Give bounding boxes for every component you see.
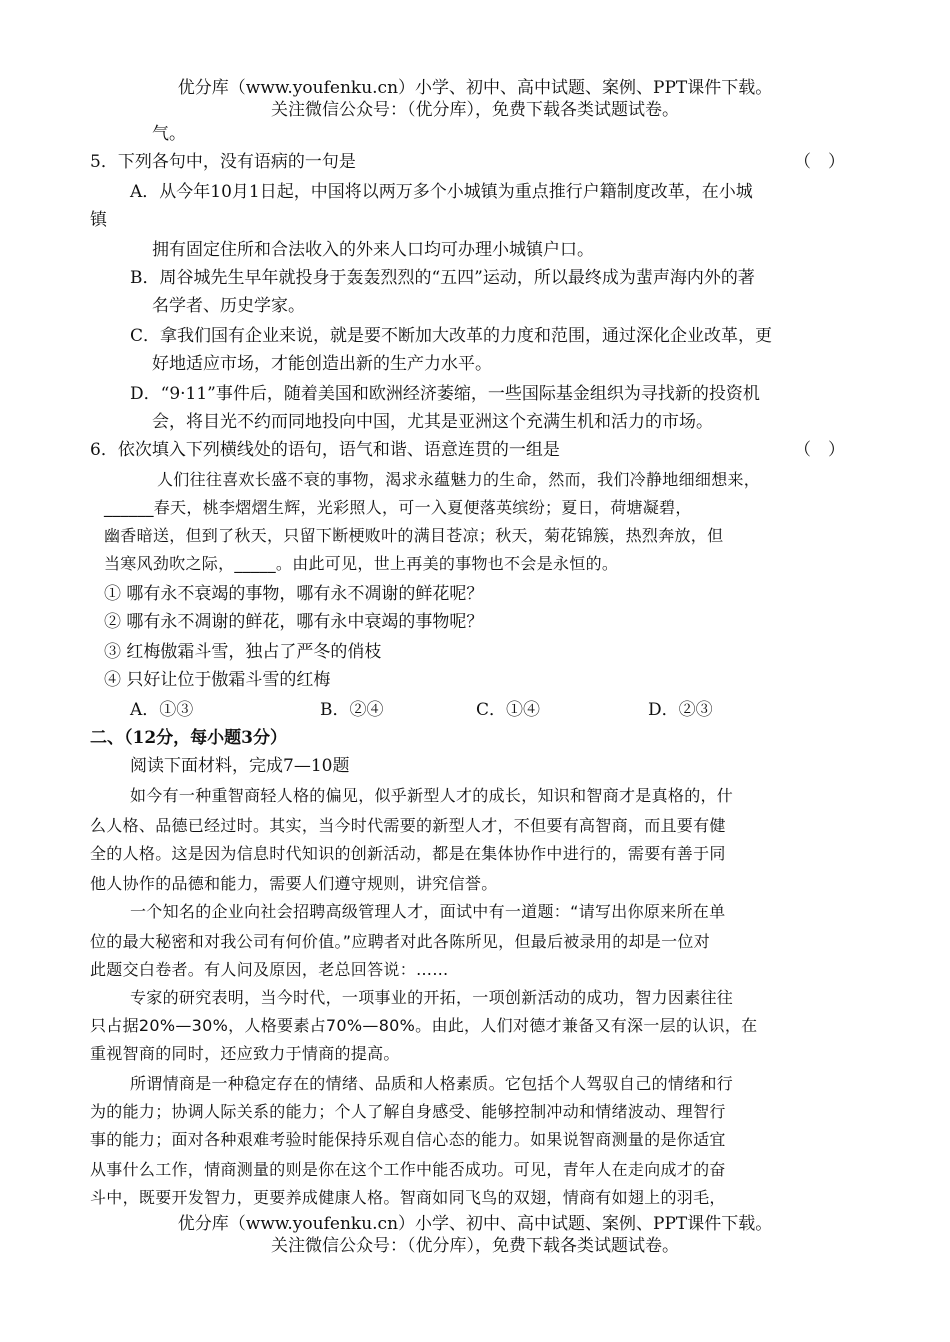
passage-para2-line2: 位的最大秘密和对我公司有何价值。”应聘者对此各陈所见，但最后被录用的却是一位对 bbox=[90, 932, 710, 951]
passage-para2-line1: 一个知名的企业向社会招聘高级管理人才，面试中有一道题：“请写出你原来所在单 bbox=[130, 902, 726, 921]
q5-option-b-line2: 名学者、历史学家。 bbox=[152, 296, 305, 316]
passage-para1-line4: 他人协作的品德和能力，需要人们遵守规则，讲究信誉。 bbox=[90, 874, 498, 893]
q5-option-c-line2: 好地适应市场，才能创造出新的生产力水平。 bbox=[152, 354, 492, 374]
question-6-stem: 6．依次填入下列横线处的语句，语气和谐、语意连贯的一组是 bbox=[90, 440, 560, 460]
q5-option-a-line3: 拥有固定住所和合法收入的外来人口均可办理小城镇户口。 bbox=[152, 240, 594, 260]
q5-option-a-line1: A．从今年10月1日起，中国将以两万多个小城镇为重点推行户籍制度改革，在小城 bbox=[130, 182, 753, 202]
passage-para1-line3: 全的人格。这是因为信息时代知识的创新活动，都是在集体协作中进行的，需要有善于同 bbox=[90, 844, 726, 863]
passage-para1-line1: 如今有一种重智商轻人格的偏见，似乎新型人才的成长，知识和智商才是真格的，什 bbox=[130, 786, 734, 805]
header-line-1: 优分库（www.youfenku.cn）小学、初中、高中试题、案例、PPT课件下载。 bbox=[177, 78, 773, 98]
section-2-intro: 阅读下面材料，完成7—10题 bbox=[130, 756, 350, 776]
passage-para4-line4: 从事什么工作，情商测量的则是你在这个工作中能否成功。可见，青年人在走向成才的奋 bbox=[90, 1160, 726, 1179]
header-line-2: 关注微信公众号：（优分库），免费下载各类试题试卷。 bbox=[271, 100, 679, 120]
q6-passage-line3: 幽香暗送，但到了秋天，只留下断梗败叶的满目苍凉；秋天，菊花锦簇，热烈奔放，但 bbox=[104, 526, 724, 545]
q6-choice-c: C．①④ bbox=[476, 700, 541, 720]
question-5-stem: 5．下列各句中，没有语病的一句是 bbox=[90, 152, 356, 172]
q6-statement-1: ① 哪有永不衰竭的事物，哪有永不凋谢的鲜花呢？ bbox=[104, 584, 484, 604]
footer-line-2: 关注微信公众号：（优分库），免费下载各类试题试卷。 bbox=[271, 1236, 679, 1256]
q5-option-d-line1: D．“9·11”事件后，随着美国和欧洲经济萎缩，一些国际基金组织为寻找新的投资机 bbox=[130, 384, 760, 404]
passage-para1-line2: 么人格、品德已经过时。其实，当今时代需要的新型人才，不但要有高智商，而且要有健 bbox=[90, 816, 726, 835]
continuation-text: 气。 bbox=[152, 124, 186, 144]
q6-statement-2: ② 哪有永不凋谢的鲜花，哪有永中衰竭的事物呢？ bbox=[104, 612, 484, 632]
q6-choice-d: D．②③ bbox=[648, 700, 713, 720]
q6-passage-line1: 人们往往喜欢长盛不衰的事物，渴求永蕴魅力的生命，然而，我们冷静地细细想来， bbox=[157, 470, 761, 489]
passage-para2-line3: 此题交白卷者。有人问及原因，老总回答说：…… bbox=[90, 960, 449, 979]
q6-choice-a: A．①③ bbox=[130, 700, 194, 720]
passage-para4-line2: 为的能力；协调人际关系的能力；个人了解自身感受、能够控制冲动和情绪波动、理智行 bbox=[90, 1102, 726, 1121]
passage-para4-line1: 所谓情商是一种稳定存在的情绪、品质和人格素质。它包括个人驾驭自己的情绪和行 bbox=[130, 1074, 734, 1093]
question-5-answer-blank: （ ） bbox=[794, 152, 845, 172]
question-6-answer-blank: （ ） bbox=[794, 440, 845, 460]
q5-option-b-line1: B．周谷城先生早年就投身于轰轰烈烈的“五四”运动，所以最终成为蜚声海内外的著 bbox=[130, 268, 755, 288]
passage-para3-line1: 专家的研究表明，当今时代，一项事业的开拓，一项创新活动的成功，智力因素往往 bbox=[130, 988, 734, 1007]
section-2-heading: 二、（12分，每小题3分） bbox=[90, 728, 287, 748]
q6-statement-4: ④ 只好让位于傲霜斗雪的红梅 bbox=[104, 670, 331, 690]
passage-para4-line5: 斗中，既要开发智力，更要养成健康人格。智商如同飞鸟的双翅，情商有如翅上的羽毛， bbox=[90, 1188, 726, 1207]
footer-line-1: 优分库（www.youfenku.cn）小学、初中、高中试题、案例、PPT课件下载。 bbox=[177, 1214, 773, 1234]
q5-option-c-line1: C．拿我们国有企业来说，就是要不断加大改革的力度和范围，通过深化企业改革，更 bbox=[130, 326, 773, 346]
q6-statement-3: ③ 红梅傲霜斗雪，独占了严冬的俏枝 bbox=[104, 642, 382, 662]
passage-para3-line3: 重视智商的同时，还应致力于情商的提高。 bbox=[90, 1044, 400, 1063]
q5-option-d-line2: 会，将目光不约而同地投向中国，尤其是亚洲这个充满生机和活力的市场。 bbox=[152, 412, 713, 432]
q5-option-a-line2: 镇 bbox=[90, 210, 107, 230]
q6-passage-line4: 当寒风劲吹之际，_____。由此可见，世上再美的事物也不会是永恒的。 bbox=[104, 554, 619, 573]
passage-para4-line3: 事的能力；面对各种艰难考验时能保持乐观自信心态的能力。如果说智商测量的是你适宜 bbox=[90, 1130, 726, 1149]
q6-passage-line2: ______春天，桃李熠熠生辉，光彩照人，可一入夏便落英缤纷；夏日，荷塘凝碧， bbox=[104, 498, 692, 517]
q6-choice-b: B．②④ bbox=[320, 700, 384, 720]
passage-para3-line2: 只占据20%—30%，人格要素占70%—80%。由此，人们对德才兼备又有深一层的认识，在 bbox=[90, 1016, 758, 1035]
